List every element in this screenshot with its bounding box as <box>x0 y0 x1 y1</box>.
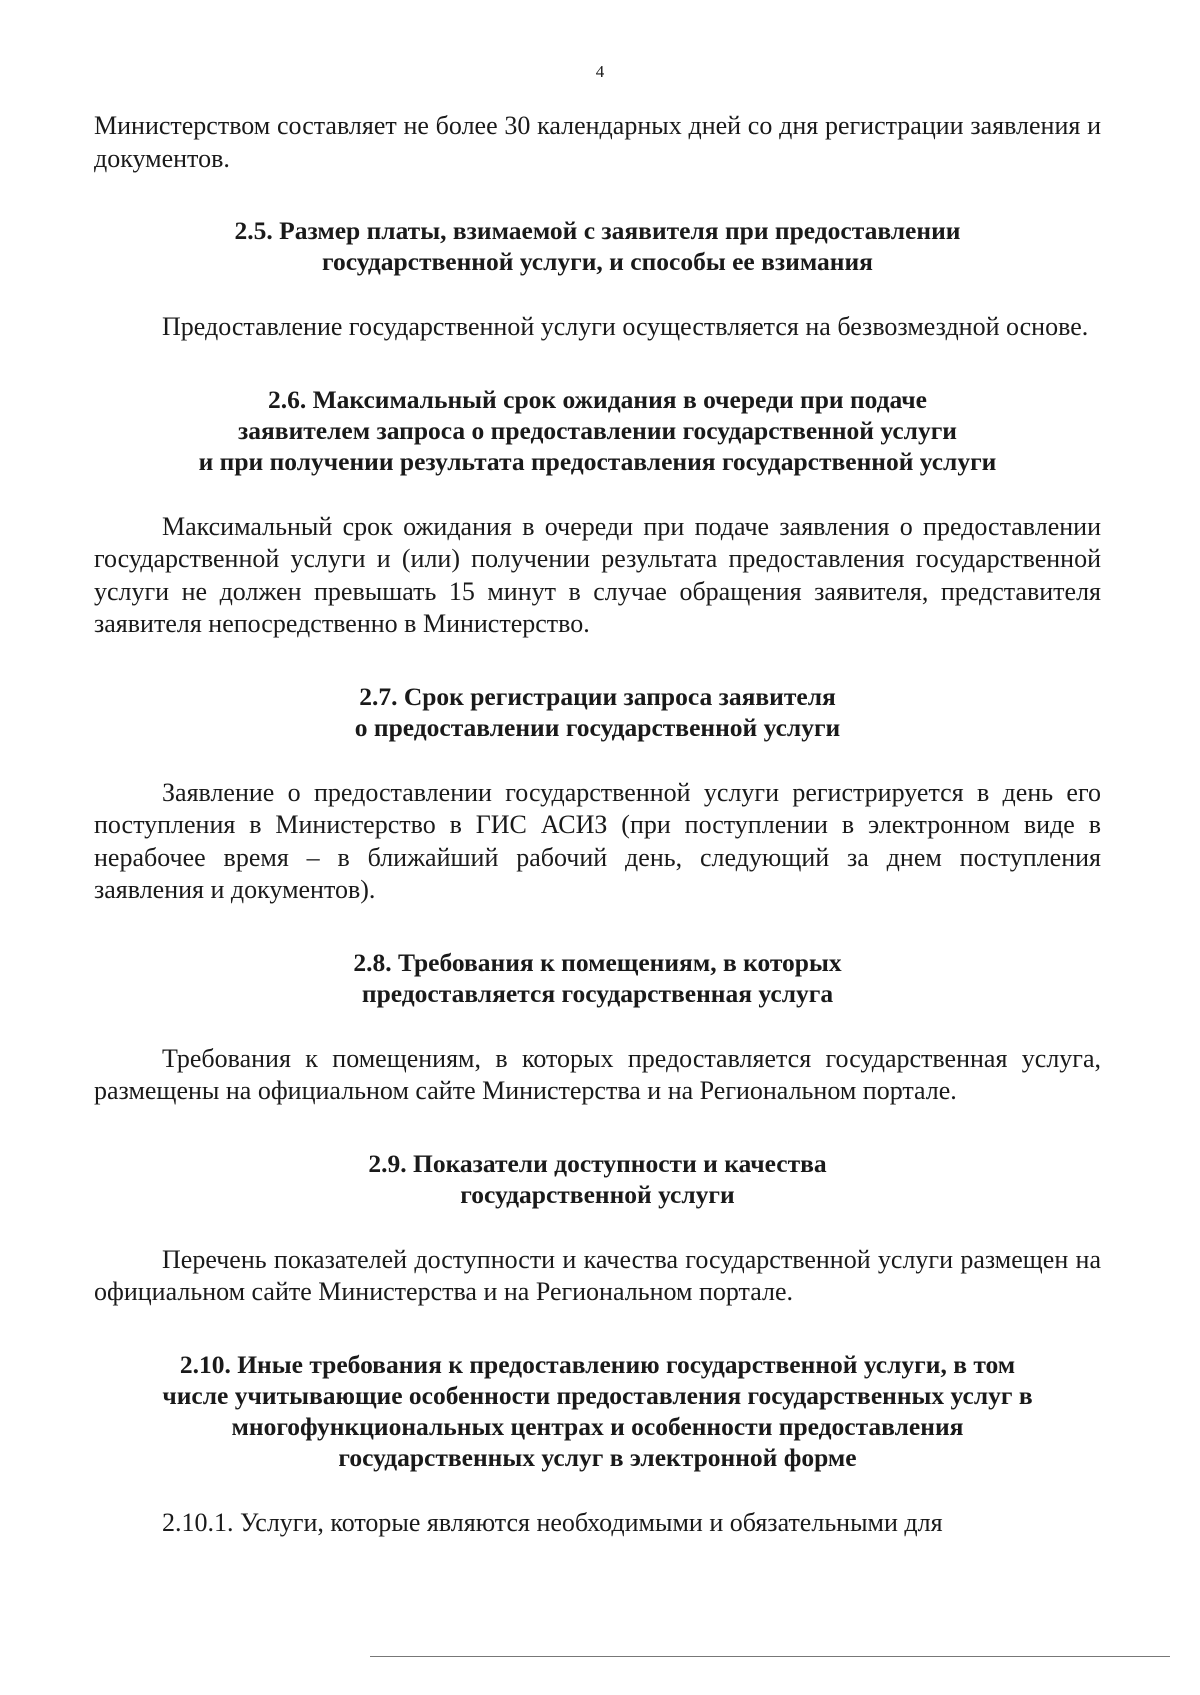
intro-paragraph: Министерством составляет не более 30 календарных дней со дня регистрации заявления и документов. <box>94 111 1101 173</box>
heading-line: 2.5. Размер платы, взимаемой с заявителя при предоставлении <box>234 216 961 245</box>
heading-line: 2.9. Показатели доступности и качества <box>368 1148 827 1178</box>
section-heading-2-8 <box>94 947 1101 1009</box>
section-heading-2-9 <box>94 1148 1101 1210</box>
heading-line: государственной услуги, и способы ее взимания <box>322 247 873 276</box>
section-paragraph-2-7: Заявление о предоставлении государственной услуги регистрируется в день его поступления в Министерство в ГИС АСИЗ (при поступлении в электронном виде в нерабочее время – в ближайший рабочий день, следующий за днем поступления заявления и документов). <box>94 777 1101 904</box>
heading-line: многофункциональных центрах и особенности предоставления <box>231 1411 964 1441</box>
heading-line: о предоставлении государственной услуги <box>354 712 841 742</box>
section-heading-2-6 <box>94 384 1101 477</box>
section-paragraph-2-9: Перечень показателей доступности и качества государственной услуги размещен на официальном сайте Министерства и на Региональном портале. <box>94 1244 1101 1306</box>
section-paragraph-2-6: Максимальный срок ожидания в очереди при подаче заявления о предоставлении государственной услуги и (или) получении результата предоставления государственной услуги не должен превышать 15 минут в случае обращения заявителя, представителя заявителя непосредственно в Министерство. <box>94 511 1101 638</box>
heading-line: государственных услуг в электронной форме <box>338 1442 857 1472</box>
section-paragraph-2-5: Предоставление государственной услуги осуществляется на безвозмездной основе. <box>162 312 1089 341</box>
heading-line: 2.8. Требования к помещениям, в которых <box>353 947 842 977</box>
section-heading-2-10 <box>94 1349 1101 1473</box>
heading-line: государственной услуги <box>460 1179 735 1209</box>
section-heading-2-5 <box>94 215 1101 277</box>
section-paragraph-2-10-1: 2.10.1. Услуги, которые являются необходимыми и обязательными для <box>162 1507 943 1537</box>
footer-rule <box>370 1656 1170 1657</box>
heading-line: и при получении результата предоставления государственной услуги <box>198 446 997 476</box>
heading-line: заявителем запроса о предоставлении государственной услуги <box>238 415 957 445</box>
heading-line: числе учитывающие особенности предоставления государственных услуг в <box>162 1380 1033 1410</box>
heading-line: 2.10. Иные требования к предоставлению государственной услуги, в том <box>179 1349 1016 1379</box>
section-paragraph-2-8: Требования к помещениям, в которых предоставляется государственная услуга, размещены на официальном сайте Министерства и на Региональном портале. <box>94 1043 1101 1105</box>
document-body <box>94 110 1101 1539</box>
section-heading-2-7 <box>94 681 1101 743</box>
heading-line: 2.6. Максимальный срок ожидания в очереди при подаче <box>267 384 927 414</box>
page-number: 4 <box>595 62 605 81</box>
heading-line: предоставляется государственная услуга <box>361 978 834 1008</box>
heading-line: 2.7. Срок регистрации запроса заявителя <box>359 681 836 711</box>
